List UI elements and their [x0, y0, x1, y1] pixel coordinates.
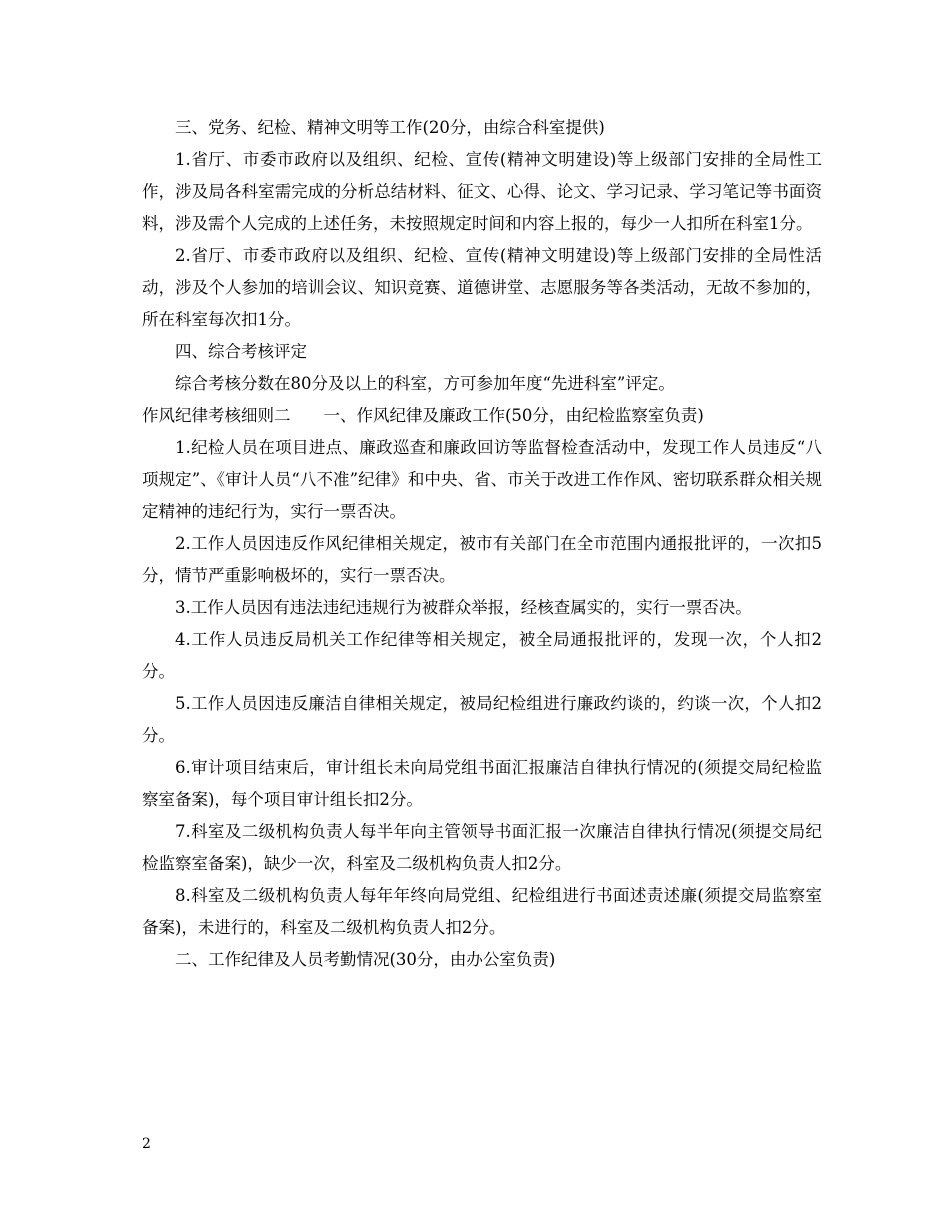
paragraph-rule-5: 5.工作人员因违反廉洁自律相关规定，被局纪检组进行廉政约谈的，约谈一次，个人扣2分。 [142, 694, 822, 745]
paragraph-rule-3: 3.工作人员因有违法违纪违规行为被群众举报，经核查属实的，实行一票否决。 [175, 598, 752, 617]
paragraph-rule-4: 4.工作人员违反局机关工作纪律等相关规定，被全局通报批评的，发现一次，个人扣2分。 [142, 630, 822, 681]
paragraph-rule-1: 1.纪检人员在项目进点、廉政巡查和廉政回访等监督检查活动中，发现工作人员违反“八项规定”、《审计人员“八不准”纪律》和中央、省、市关于改进工作作风、密切联系群众相关规定精神的违纪行为，实行一票否决。 [142, 438, 822, 521]
section-heading-2: 二、工作纪律及人员考勤情况(30分，由办公室负责) [175, 950, 556, 969]
paragraph-rule-7: 7.科室及二级机构负责人每半年向主管领导书面汇报一次廉洁自律执行情况(须提交局纪检监察室备案)，缺少一次，科室及二级机构负责人扣2分。 [142, 822, 822, 873]
paragraph-item-1: 1.省厅、市委市政府以及组织、纪检、宣传(精神文明建设)等上级部门安排的全局性工作，涉及局各科室需完成的分析总结材料、征文、心得、论文、学习记录、学习笔记等书面资料，涉及需个人完成的上述任务，未按照规定时间和内容上报的，每少一人扣所在科室1分。 [142, 150, 822, 233]
rules-title-line: 作风纪律考核细则二 一、作风纪律及廉政工作(50分，由纪检监察室负责) [142, 406, 704, 425]
paragraph-item-2: 2.省厅、市委市政府以及组织、纪检、宣传(精神文明建设)等上级部门安排的全局性活动，涉及个人参加的培训会议、知识竞赛、道德讲堂、志愿服务等各类活动，无故不参加的，所在科室每次扣1分。 [142, 246, 822, 329]
page-number: 2 [142, 1136, 151, 1152]
paragraph-rule-2: 2.工作人员因违反作风纪律相关规定，被市有关部门在全市范围内通报批评的，一次扣5分，情节严重影响极坏的，实行一票否决。 [142, 534, 822, 585]
paragraph-evaluation: 综合考核分数在80分及以上的科室，方可参加年度“先进科室”评定。 [175, 374, 675, 393]
section-heading-3: 三、党务、纪检、精神文明等工作(20分，由综合科室提供) [175, 118, 605, 137]
paragraph-rule-6: 6.审计项目结束后，审计组长未向局党组书面汇报廉洁自律执行情况的(须提交局纪检监察室备案)，每个项目审计组长扣2分。 [142, 758, 822, 809]
document-body [142, 112, 822, 976]
section-heading-4: 四、综合考核评定 [175, 342, 307, 361]
paragraph-rule-8: 8.科室及二级机构负责人每年年终向局党组、纪检组进行书面述责述廉(须提交局监察室备案)，未进行的，科室及二级机构负责人扣2分。 [142, 886, 822, 937]
